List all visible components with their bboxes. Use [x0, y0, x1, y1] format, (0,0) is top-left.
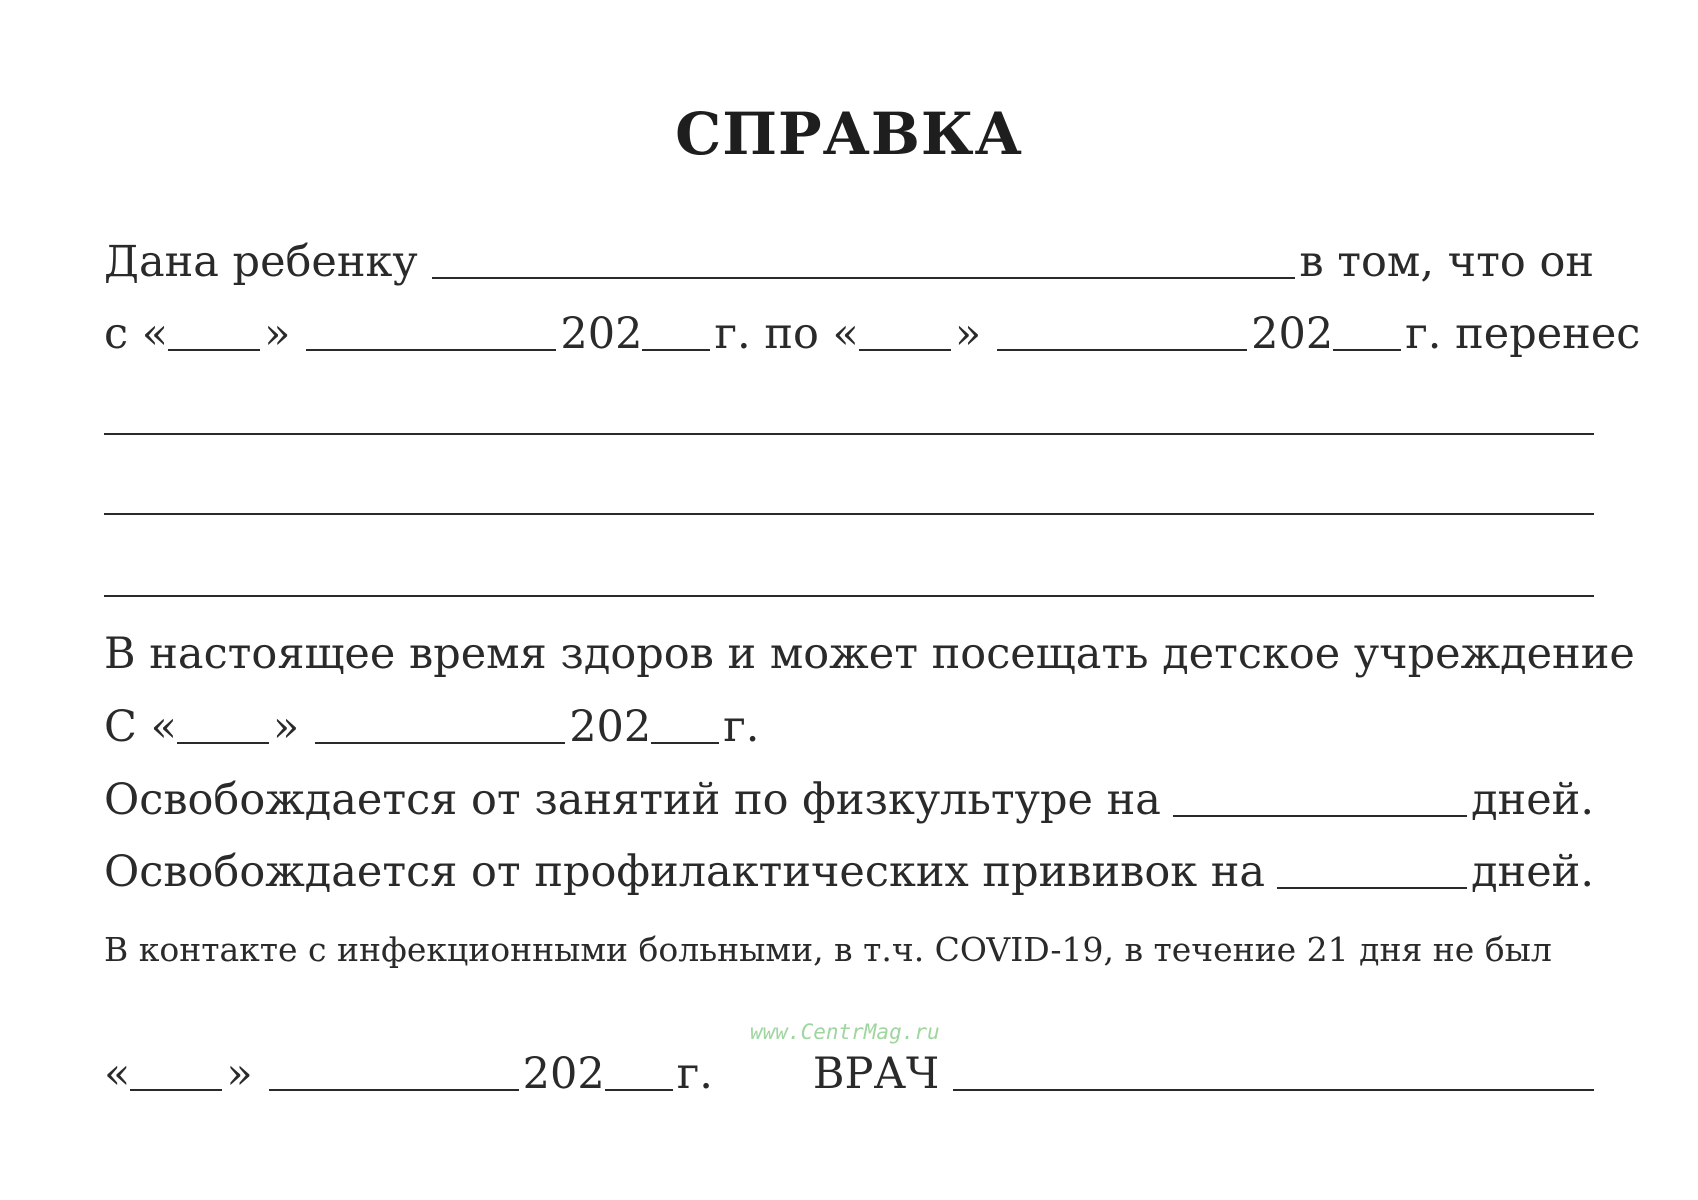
- from-year-field[interactable]: [642, 319, 710, 351]
- sign-year-field[interactable]: [605, 1059, 673, 1091]
- sign-day-open: «: [104, 1049, 131, 1099]
- to-day-open: г. по «: [714, 309, 859, 359]
- doctor-signature-field[interactable]: [953, 1059, 1594, 1091]
- attend-day-close: »: [272, 702, 300, 752]
- child-name-line: [104, 228, 1594, 288]
- pe-exemption-line: [104, 766, 1594, 826]
- healthy-text: В настоящее время здоров и может посещать детское учреждение: [104, 629, 1635, 679]
- vaccination-days-suffix: дней.: [1471, 847, 1594, 897]
- pe-days-field[interactable]: [1173, 785, 1467, 817]
- diagnosis-line-2[interactable]: [104, 513, 1594, 515]
- attend-day-field[interactable]: [177, 712, 269, 744]
- healthy-statement: [104, 620, 1635, 680]
- contact-statement: [104, 922, 1594, 970]
- document-title: СПРАВКА: [675, 100, 1023, 168]
- given-to-label: Дана ребенку: [104, 237, 418, 287]
- diagnosis-line-3[interactable]: [104, 595, 1594, 597]
- attend-day-open: С «: [104, 702, 177, 752]
- contact-text: В контакте с инфекционными больными, в т.ч. COVID-19, в течение 21 дня не был: [104, 930, 1552, 969]
- illness-period-line: [104, 300, 1641, 360]
- pe-exemption-label: Освобождается от занятий по физкультуре на: [104, 775, 1161, 825]
- to-day-close: »: [954, 309, 982, 359]
- attend-year-suffix: г.: [723, 702, 760, 752]
- attend-from-line: [104, 693, 1594, 753]
- attend-year-prefix: 202: [569, 702, 652, 752]
- attend-month-field[interactable]: [315, 712, 565, 744]
- to-year-field[interactable]: [1333, 319, 1401, 351]
- sign-month-field[interactable]: [269, 1059, 519, 1091]
- child-name-field[interactable]: [432, 247, 1296, 279]
- suffered-label: г. перенес: [1405, 309, 1641, 359]
- from-day-field[interactable]: [168, 319, 260, 351]
- from-month-field[interactable]: [306, 319, 556, 351]
- pe-days-suffix: дней.: [1471, 775, 1594, 825]
- doctor-label: ВРАЧ: [812, 1049, 940, 1099]
- in-that-label: в том, что он: [1299, 237, 1594, 287]
- to-year-prefix: 202: [1251, 309, 1334, 359]
- to-day-field[interactable]: [859, 319, 951, 351]
- sign-day-field[interactable]: [130, 1059, 222, 1091]
- from-year-prefix: 202: [560, 309, 643, 359]
- from-day-close: »: [264, 309, 291, 359]
- from-day-open: с «: [104, 309, 169, 359]
- attend-year-field[interactable]: [651, 712, 719, 744]
- diagnosis-line-1[interactable]: [104, 433, 1594, 435]
- vaccination-days-field[interactable]: [1277, 857, 1467, 889]
- signature-line: [104, 1040, 1594, 1100]
- to-month-field[interactable]: [997, 319, 1247, 351]
- vaccination-exemption-line: [104, 838, 1594, 898]
- watermark: www.CentrMag.ru: [750, 1020, 940, 1044]
- sign-day-close: »: [226, 1049, 253, 1099]
- sign-year-prefix: 202: [522, 1049, 605, 1099]
- sign-year-suffix: г.: [676, 1049, 713, 1099]
- vaccination-exemption-label: Освобождается от профилактических прививок на: [104, 847, 1266, 897]
